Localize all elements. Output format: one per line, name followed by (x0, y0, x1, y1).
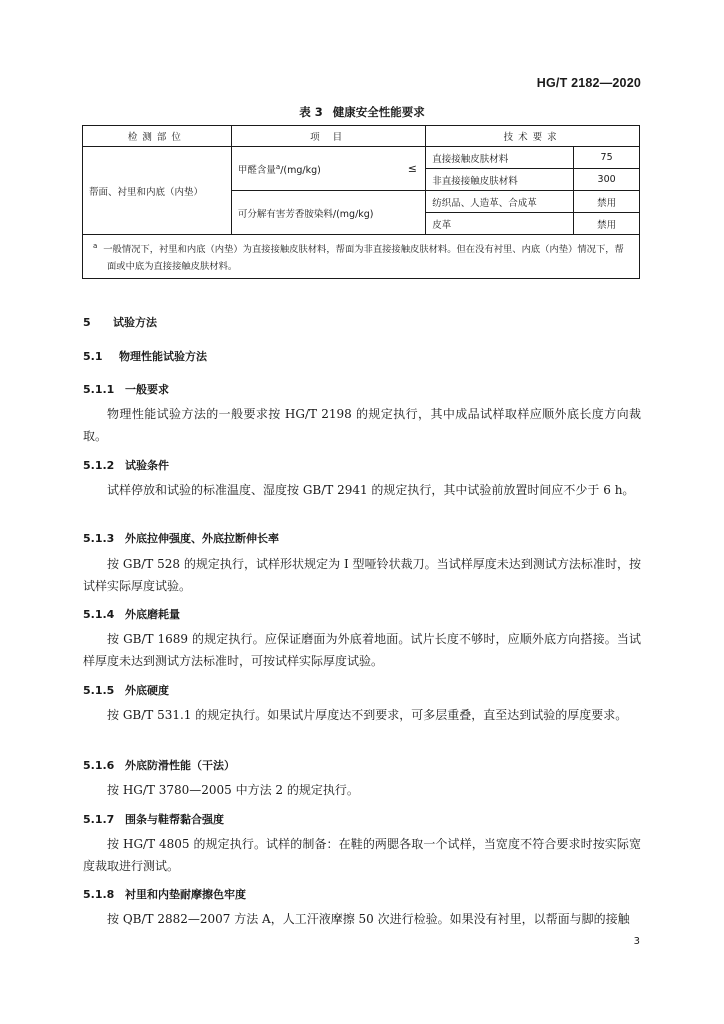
col-header-requirement: 技术要求 (426, 126, 640, 147)
para-5-1-5: 按 GB/T 531.1 的规定执行。如果试片厚度达不到要求，可多层重叠，直至达到试验的厚度要求。 (107, 708, 628, 722)
para-5-1-4: 按 GB/T 1689 的规定执行。应保证磨面为外底着地面。试片长度不够时，应顺外底方向搭接。当试样厚度未达到测试方法标准时，可按试样实际厚度试验。 (83, 632, 641, 668)
table-header-row (83, 126, 640, 147)
table-caption-number: 表 3 (299, 105, 323, 119)
para-5-1-8: 按 QB/T 2882—2007 方法 A，人工汗液摩擦 50 次进行检验。如果没有衬里，以帮面与脚的接触 (107, 912, 630, 926)
heading-5-1-3: 5.1.3 外底拉伸强度、外底拉断伸长率 (83, 532, 279, 545)
heading-5: 5 试验方法 (83, 316, 157, 329)
heading-5-1: 5.1 物理性能试验方法 (83, 350, 207, 363)
table-footnote (83, 235, 640, 279)
page-number: 3 (633, 936, 640, 947)
col-header-item: 项 目 (231, 126, 425, 147)
footnote-text: 一般情况下，衬里和内底（内垫）为直接接触皮肤材料，帮面为非直接接触皮肤材料。但在没有衬里、内底（内垫）情况下，帮面或中底为直接接触皮肤材料。 (103, 244, 624, 273)
azo-dye-item: 可分解有害芳香胺染料/(mg/kg) (231, 191, 425, 235)
heading-5-1-1: 5.1.1 一般要求 (83, 383, 169, 396)
table-footnote-row (83, 235, 640, 279)
heading-5-1-4: 5.1.4 外底磨耗量 (83, 608, 180, 621)
subitem-direct-contact: 直接接触皮肤材料 (426, 147, 574, 169)
table-caption-title: 健康安全性能要求 (332, 105, 425, 119)
para-5-1-3: 按 GB/T 528 的规定执行，试样形状规定为 I 型哑铃状裁刀。当试样厚度未达到测试方法标准时，按试样实际厚度试验。 (83, 557, 641, 593)
formaldehyde-item (231, 147, 399, 191)
col-header-part: 检测部位 (83, 126, 232, 147)
value-direct-contact: 75 (574, 147, 640, 169)
le-symbol: ≤ (399, 147, 425, 191)
para-5-1-7: 按 HG/T 4805 的规定执行。试样的制备：在鞋的两腮各取一个试样，当宽度不符合要求时按实际宽度裁取进行测试。 (83, 837, 641, 873)
subitem-textile: 纺织品、人造革、合成革 (426, 191, 574, 213)
value-indirect-contact: 300 (574, 169, 640, 191)
subitem-leather: 皮革 (426, 213, 574, 235)
part-cell: 帮面、衬里和内底（内垫） (83, 147, 232, 235)
table-row (83, 147, 640, 169)
value-textile: 禁用 (574, 191, 640, 213)
heading-5-1-7: 5.1.7 围条与鞋帮黏合强度 (83, 813, 224, 826)
health-safety-table (82, 125, 640, 279)
formaldehyde-unit: /(mg/kg) (280, 164, 321, 176)
heading-5-1-5: 5.1.5 外底硬度 (83, 684, 169, 697)
para-5-1-1: 物理性能试验方法的一般要求按 HG/T 2198 的规定执行，其中成品试样取样应顺外底长度方向裁取。 (83, 407, 641, 443)
para-5-1-2: 试样停放和试验的标准温度、湿度按 GB/T 2941 的规定执行，其中试验前放置时间应不少于 6 h。 (107, 483, 635, 497)
formaldehyde-label: 甲醛含量 (237, 164, 276, 176)
heading-5-1-6: 5.1.6 外底防滑性能（干法） (83, 759, 235, 772)
table-caption (0, 104, 724, 120)
heading-5-1-8: 5.1.8 衬里和内垫耐摩擦色牢度 (83, 888, 246, 901)
para-5-1-6: 按 HG/T 3780—2005 中方法 2 的规定执行。 (107, 783, 359, 797)
value-leather: 禁用 (574, 213, 640, 235)
subitem-indirect-contact: 非直接接触皮肤材料 (426, 169, 574, 191)
footnote-mark: a (93, 242, 98, 250)
heading-5-1-2: 5.1.2 试验条件 (83, 459, 169, 472)
footnote-ref-a: a (275, 162, 281, 171)
standard-code: HG/T 2182—2020 (536, 76, 641, 90)
